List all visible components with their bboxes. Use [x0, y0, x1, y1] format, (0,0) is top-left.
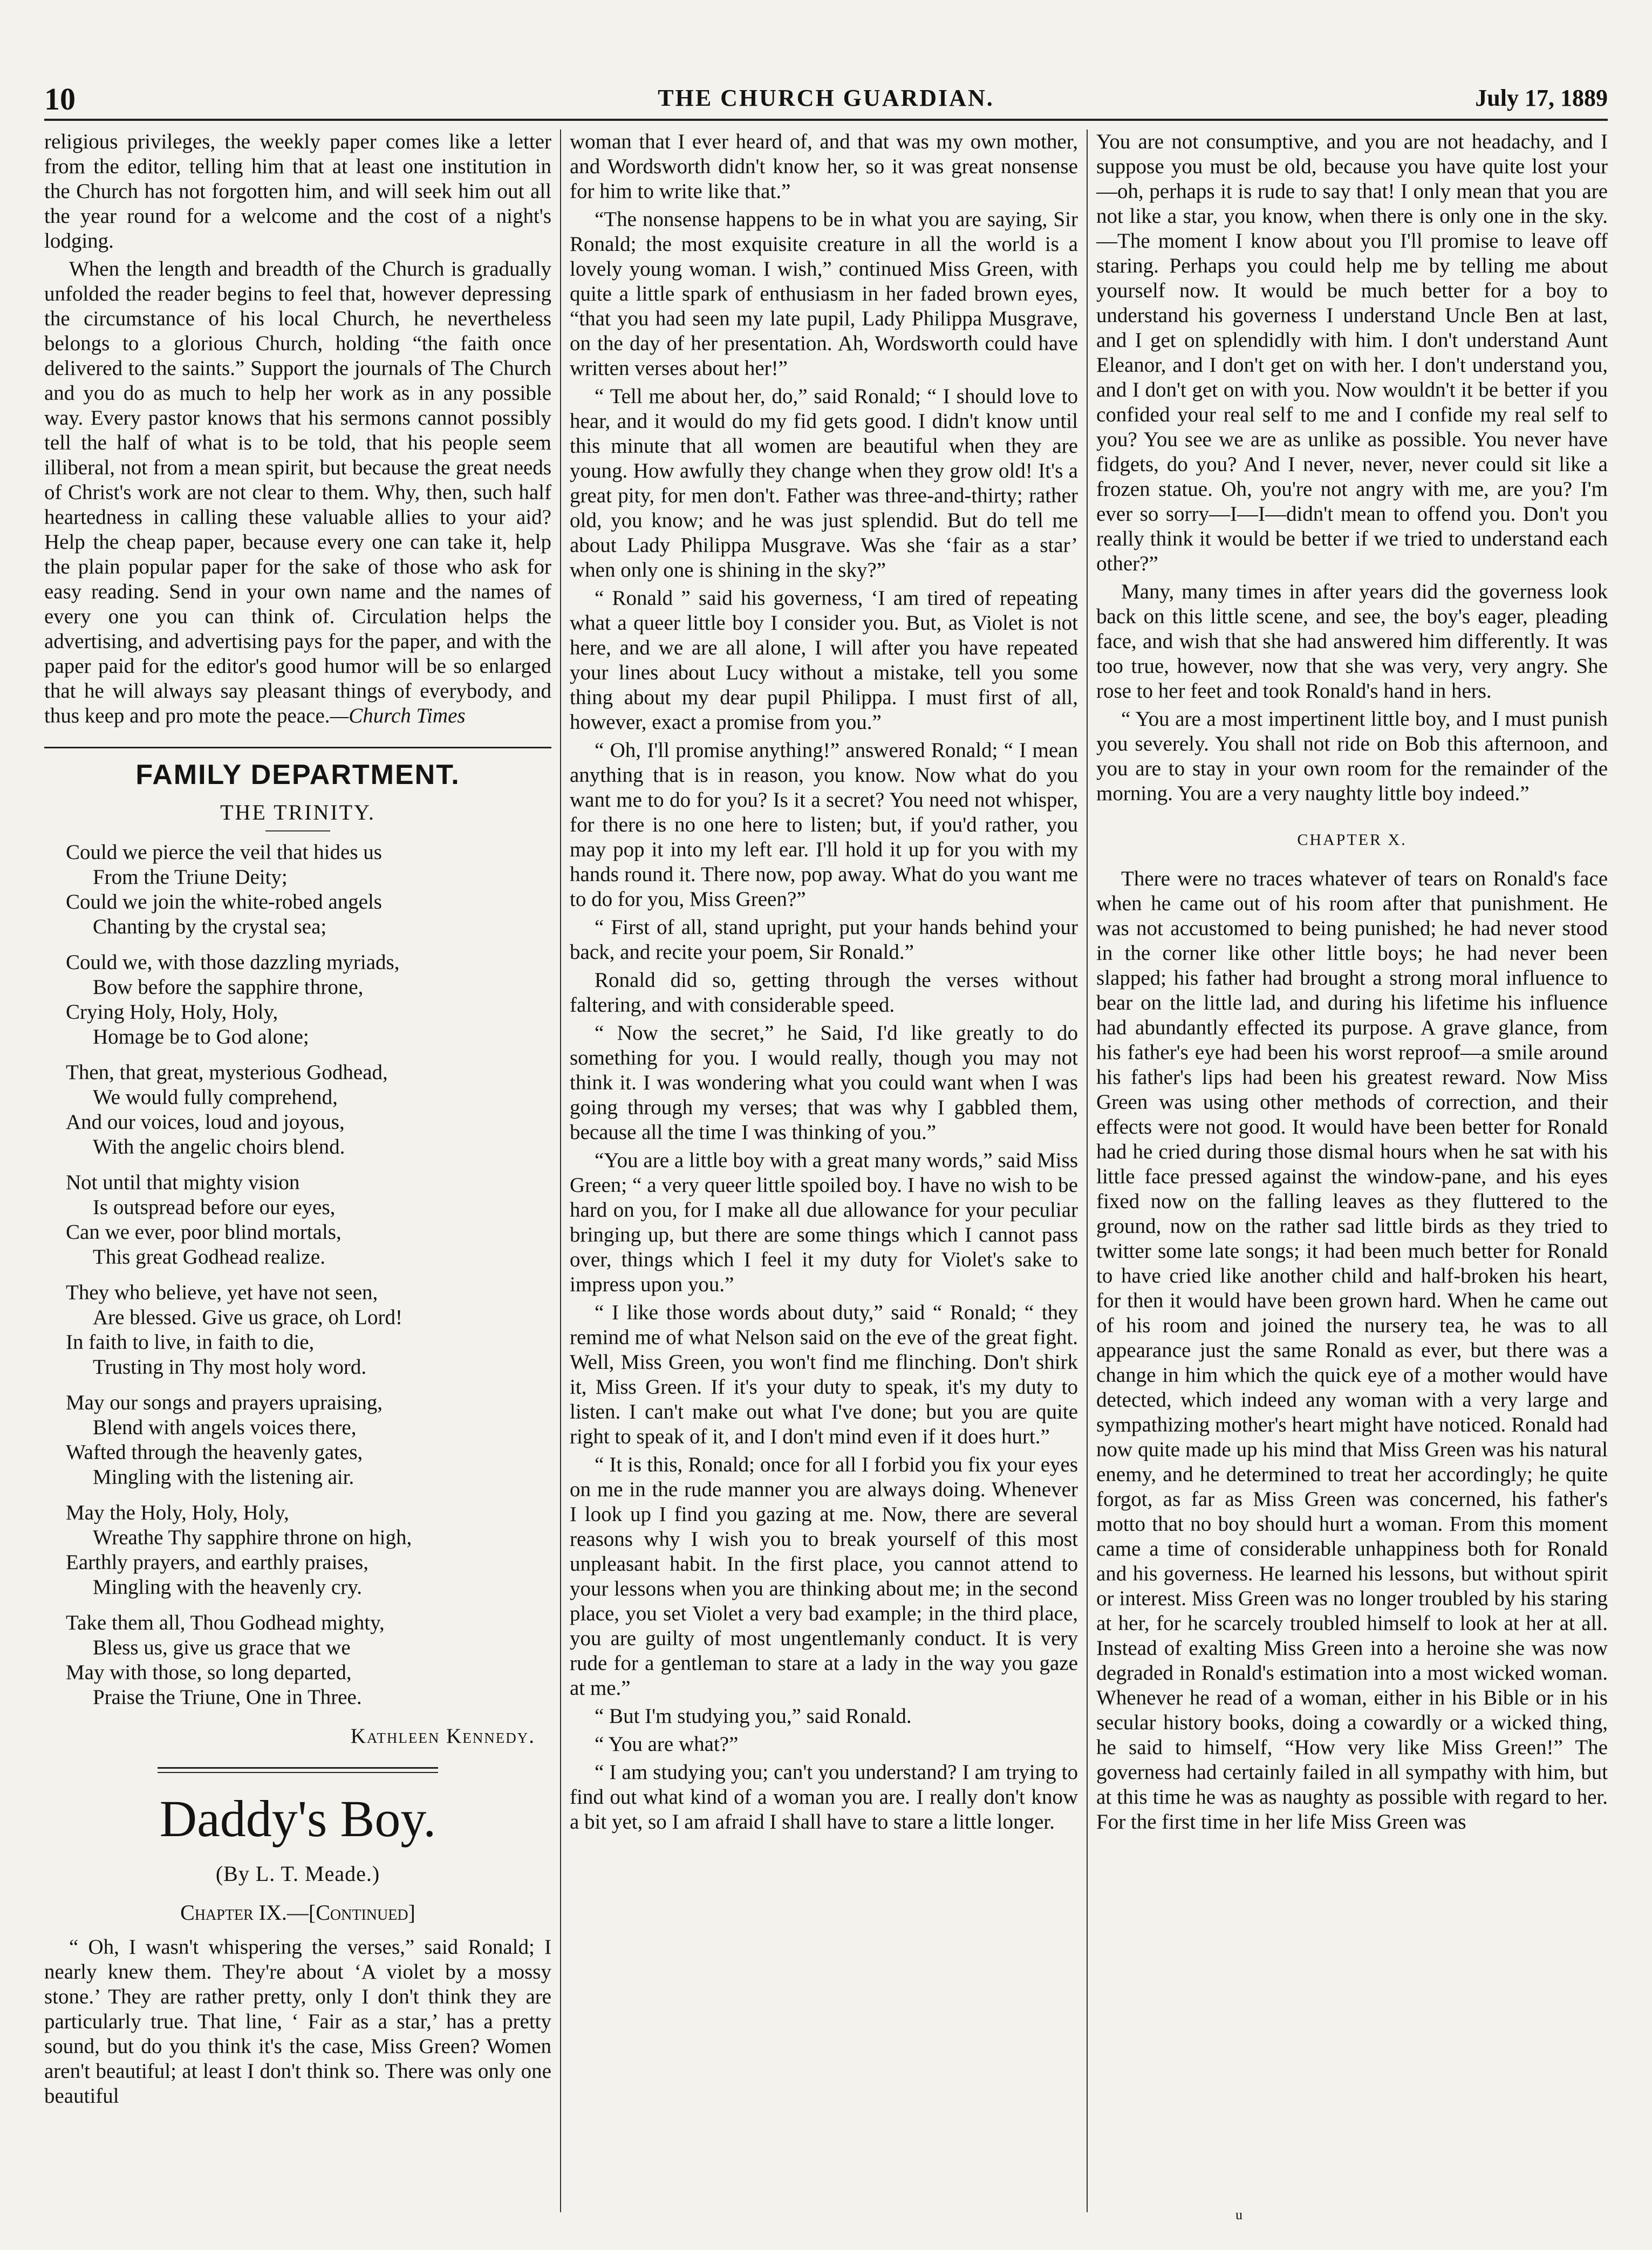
- column-1: [44, 129, 551, 2212]
- poem-line: Can we ever, poor blind mortals,: [66, 1221, 342, 1244]
- poem-line: This great Godhead realize.: [93, 1245, 325, 1269]
- poem-line: Wreathe Thy sapphire throne on high,: [93, 1526, 412, 1549]
- poem-line: From the Triune Deity;: [93, 865, 288, 889]
- poem-line: Mingling with the heavenly cry.: [93, 1576, 362, 1599]
- poem-line: Take them all, Thou Godhead mighty,: [66, 1611, 385, 1634]
- poem-line: Is outspread before our eyes,: [93, 1196, 336, 1219]
- poem-line: We would fully comprehend,: [93, 1086, 338, 1109]
- story-paragraph: “ Ronald ” said his governess, ‘I am tired of repeating what a queer little boy I consider you. But, as Violet is not here, and we are all alone, I will after you have repeated your lines about Lucy without a mistake, tell you some thing about my dear pupil Philippa. I must first of all, however, exact a promise from you.”: [570, 587, 1078, 734]
- poem-stanza: [44, 950, 551, 1049]
- story-paragraph: “ Oh, I'll promise anything!” answered Ronald; “ I mean anything that is in reason, you know. Now what do you want me to do for you? Is it a secret? You need not whisper, for there is no one here to listen; but, if you'd rather, you may pop it into my left ear. I'll hold it up for you with my hands round it. There now, pop away. What do you want me to do for you, Miss Green?”: [570, 739, 1078, 911]
- printer-mark: u: [1235, 2207, 1243, 2222]
- poem-line: Praise the Triune, One in Three.: [93, 1686, 362, 1709]
- section-divider: [158, 1767, 438, 1773]
- poem-line: With the angelic choirs blend.: [93, 1135, 345, 1158]
- poem-line: Could we, with those dazzling myriads,: [66, 951, 400, 974]
- poem-line: Not until that mighty vision: [66, 1171, 300, 1194]
- poem-line: Could we pierce the veil that hides us: [66, 841, 382, 864]
- story-paragraph: “ First of all, stand upright, put your hands behind your back, and recite your poem, Sir Ronald.”: [570, 916, 1078, 964]
- story-paragraph: “ You are what?”: [595, 1733, 739, 1756]
- section-heading: FAMILY DEPARTMENT.: [44, 747, 551, 787]
- story-paragraph: “ Oh, I wasn't whispering the verses,” said Ronald; I nearly knew them. They're about ‘A violet by a mossy stone.’ They are rather pretty, only I don't think they are particularly true. That line, ‘ Fair as a star,’ has a pretty sound, but do you think it's the case, Miss Green? Women aren't beautiful; at least I don't think so. There was only one beautiful: [44, 1935, 551, 2108]
- poem-line: Crying Holy, Holy, Holy,: [66, 1000, 278, 1024]
- poem-line: Bow before the sapphire throne,: [93, 976, 364, 999]
- poem-line: Blend with angels voices there,: [93, 1416, 357, 1439]
- poem-line: Mingling with the listening air.: [93, 1465, 354, 1489]
- poem-line: And our voices, loud and joyous,: [66, 1110, 345, 1134]
- poem-stanza: [44, 1390, 551, 1490]
- story-paragraph: “ It is this, Ronald; once for all I forbid you fix your eyes on me in the rude manner you are always doing. Whenever I look up I find you gazing at me. Now, there are several reasons why I wish you to break yourself of this most unpleasant habit. In the first place, you cannot attend to your lessons when you are thinking about me; in the second place, you set Violet a very bad example; in the third place, you are guilty of most ungentlemanly conduct. It is very rude for a gentleman to stare at a lady in the way you gaze at me.”: [570, 1453, 1078, 1700]
- column-divider: [560, 129, 561, 2212]
- page-number: 10: [44, 81, 76, 117]
- issue-date: July 17, 1889: [1475, 85, 1608, 111]
- poem-line: Could we join the white-robed angels: [66, 890, 382, 913]
- story-paragraph: “The nonsense happens to be in what you are saying, Sir Ronald; the most exquisite creature in all the world is a lovely young woman. I wish,” continued Miss Green, with quite a little spark of enthusiasm in her faded brown eyes, “that you had seen my late pupil, Lady Philippa Musgrave, on the day of her presentation. Ah, Wordsworth could have written verses about her!”: [570, 208, 1078, 380]
- poem-line: Are blessed. Give us grace, oh Lord!: [93, 1306, 402, 1329]
- masthead: [44, 81, 1608, 121]
- poem-stanza: [44, 840, 551, 939]
- poem-line: May our songs and prayers upraising,: [66, 1391, 383, 1414]
- poem-stanza: [44, 1611, 551, 1710]
- story-paragraph: Many, many times in after years did the governess look back on this little scene, and see, the boy's eager, pleading face, and wish that she had answered him differently. It was too true, however, now that she was very, very angry. She rose to her feet and took Ronald's hand in hers.: [1096, 580, 1608, 703]
- column-divider: [1087, 129, 1088, 2212]
- story-title: Daddy's Boy.: [159, 1790, 436, 1847]
- article-paragraph: religious privileges, the weekly paper comes like a letter from the editor, telling him that at least one institution in the Church has not forgotten him, and will seek him out all the year round for a welcome and the cost of a night's lodging.: [44, 130, 551, 253]
- story-paragraph: You are not consumptive, and you are not headachy, and I suppose you must be old, because you have quite lost your—oh, perhaps it is rude to say that! I only mean that you are not like a star, you know, when there is only one in the sky.—The moment I know about you I'll promise to leave off staring. Perhaps you could help me by telling me about yourself now. It would be much better for a boy to understand his governess I understand Uncle Ben at last, and I get on splendidly with him. I don't understand Aunt Eleanor, and I don't get on with her. I don't understand you, and I don't get on with you. Now wouldn't it be better if you confided your real self to me and I confide my real self to you? You see we are as unlike as possible. You never have fidgets, do you? And I never, never, never could sit like a frozen statue. Oh, you're not angry with me, are you? I'm ever so sorry—I—I—didn't mean to offend you. Don't you really think it would be better if we tried to understand each other?”: [1096, 130, 1608, 575]
- poem-line: Trusting in Thy most holy word.: [93, 1355, 367, 1379]
- paper-title: THE CHURCH GUARDIAN.: [658, 85, 994, 111]
- poem-line: Bless us, give us grace that we: [93, 1636, 351, 1659]
- story-paragraph: “ You are a most impertinent little boy, and I must punish you severely. You shall not ride on Bob this afternoon, and you are to stay in your own room for the remainder of the morning. You are a very naughty little boy indeed.”: [1096, 707, 1608, 805]
- poem-line: Homage be to God alone;: [93, 1025, 309, 1048]
- story-paragraph: “ I am studying you; can't you understand? I am trying to find out what kind of a woman you are. I really don't know a bit yet, so I am afraid I shall have to stare a little longer.: [570, 1761, 1078, 1833]
- poem-stanza: [44, 1170, 551, 1270]
- poem-line: They who believe, yet have not seen,: [66, 1281, 378, 1304]
- story-paragraph: “ But I'm studying you,” said Ronald.: [595, 1704, 912, 1728]
- chapter-heading: Chapter IX.—[Continued]: [180, 1900, 415, 1925]
- chapter-heading: CHAPTER X.: [1297, 831, 1407, 849]
- poem-title: THE TRINITY.: [44, 800, 551, 831]
- poem-line: Wafted through the heavenly gates,: [66, 1441, 363, 1464]
- story-byline: (By L. T. Meade.): [215, 1862, 380, 1886]
- poem-author: Kathleen Kennedy.: [350, 1724, 535, 1748]
- poem-stanza: [44, 1280, 551, 1380]
- poem-line: Chanting by the crystal sea;: [93, 915, 327, 938]
- article-source: —Church Times: [330, 704, 466, 727]
- story-paragraph: woman that I ever heard of, and that was my own mother, and Wordsworth didn't know her, so it was great nonsense for him to write like that.”: [570, 130, 1078, 203]
- article-paragraph: [44, 257, 551, 728]
- column-2: [570, 129, 1078, 2212]
- poem-line: Earthly prayers, and earthly praises,: [66, 1551, 368, 1574]
- poem-line: May with those, so long departed,: [66, 1661, 352, 1684]
- story-paragraph: There were no traces whatever of tears on Ronald's face when he came out of his room after that punishment. He was not accustomed to being punished; he had never stood in the corner like other little boys; he had never been slapped; his father had brought a strong moral influence to bear on the little lad, and during his lifetime his influence had abundantly effected its purpose. A grave glance, from his father's eye had been his worst reproof—a smile around his father's lips had been his greatest reward. Now Miss Green was using other methods of correction, and their effects were not good. It would have been better for Ronald had he cried during those dismal hours when he sat with his little face pressed against the window-pane, and his eyes fixed now on the falling leaves as they fluttered to the ground, now on the rather sad little birds as they tried to twitter some late songs; it had been much better for Ronald to have cried like another child and half-broken his heart, for then it would have been grown hard. When he came out of his room and joined the nursery tea, he was to all appearance just the same Ronald as ever, but there was a change in him which the quick eye of a mother would have detected, which indeed any woman with a very large and sympathizing mother's heart might have noticed. Ronald had now quite made up his mind that Miss Green was his natural enemy, and he determined to treat her accordingly; he quite forgot, as far as Miss Green was concerned, his father's motto that no boy should hurt a woman. From this moment came a time of considerable unhappiness both for Ronald and his governess. He learned his lessons, but without spirit or interest. Miss Green was no longer troubled by his staring at her, for he scarcely troubled himself to look at her at all. Instead of exalting Miss Green into a heroine she was now degraded in Ronald's estimation into a most wicked woman. Whenever he read of a woman, either in his Bible or in his secular history books, doing a cowardly or a wicked thing, he said to himself, “How very like Miss Green!” The governess had certainly failed in all sympathy with him, but at this time he was as naughty as possible with regard to her. For the first time in her life Miss Green was: [1096, 867, 1608, 1833]
- story-paragraph: “ Now the secret,” he Said, I'd like greatly to do something for you. I would really, though you may not think it. I was wondering what you could want when I was going through my verses; that was why I gabbled them, because all the time I was thinking of you.”: [570, 1021, 1078, 1144]
- poem-line: In faith to live, in faith to die,: [66, 1331, 315, 1354]
- story-paragraph: “ Tell me about her, do,” said Ronald; “ I should love to hear, and it would do my fid gets good. I didn't know until this minute that all women are beautiful when they are young. How awfully they change when they grow old! It's a great pity, for men don't. Father was three-and-thirty; rather old, you know; and he was just splendid. But do tell me about Lady Philippa Musgrave. Was she ‘fair as a star’ when only one is shining in the sky?”: [570, 385, 1078, 582]
- column-3: [1096, 129, 1608, 2212]
- story-paragraph: “ I like those words about duty,” said “ Ronald; “ they remind me of what Nelson said on the eve of the great fight. Well, Miss Green, you won't find me flinching. Don't shirk it, Miss Green. If it's your duty to speak, it's my duty to listen. I can't make out what I've done; but you are quite right to speak of it, and I don't mind even if it does hurt.”: [570, 1301, 1078, 1448]
- article-text: When the length and breadth of the Church is gradually unfolded the reader begins to feel that, however depressing the circumstance of his local Church, he nevertheless belongs to a glorious Church, holding “the faith once delivered to the saints.” Support the journals of The Church and you do as much to help her work as in any possible way. Every pastor knows that his sermons cannot possibly tell the half of what is to be told, that his people seem illiberal, not from a mean spirit, but because the great needs of Christ's work are not clear to them. Why, then, such half heartedness in calling these valuable allies to your aid? Help the cheap paper, because every one can take it, help the plain popular paper for the sake of those who ask for easy reading. Send in your own name and the names of every one you can think of. Circulation helps the advertising, and advertising pays for the paper, and with the paper paid for the editor's good humor will be so enlarged that he will always say pleasant things of everybody, and thus keep and pro mote the peace.: [44, 257, 551, 727]
- poem-stanza: [44, 1501, 551, 1600]
- story-paragraph: “You are a little boy with a great many words,” said Miss Green; “ a very queer little spoiled boy. I have no wish to be hard on you, for I make all due allowance for your peculiar bringing up, but there are some things which I cannot pass over, things which I feel it my duty for Violet's sake to impress upon you.”: [570, 1149, 1078, 1296]
- story-paragraph: Ronald did so, getting through the verses without faltering, and with considerable speed.: [570, 969, 1078, 1017]
- poem-line: Then, that great, mysterious Godhead,: [66, 1061, 388, 1084]
- poem-stanza: [44, 1060, 551, 1160]
- poem-line: May the Holy, Holy, Holy,: [66, 1501, 289, 1524]
